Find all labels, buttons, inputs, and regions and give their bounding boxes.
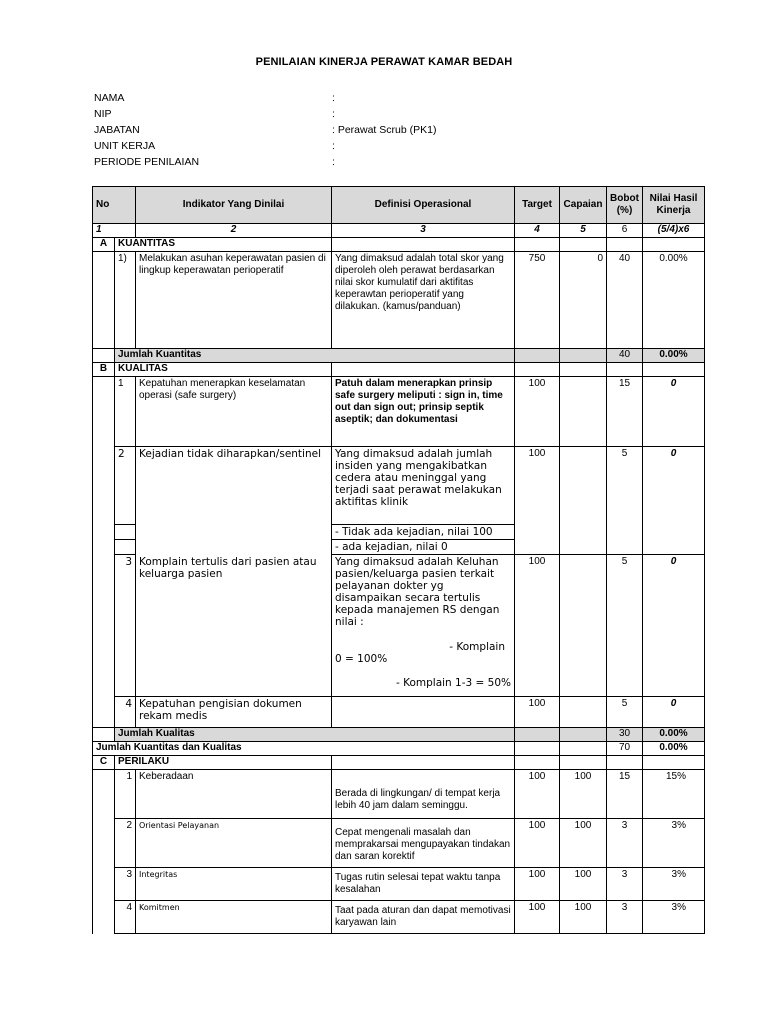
table-row [93,819,705,868]
row-target: 100 [515,770,560,819]
col-num: 1 [93,224,136,238]
row-nilai: 3% [643,901,705,934]
row-nilai: 3% [643,819,705,868]
row-nilai: 0 [643,555,705,697]
row-no: 2 [115,819,136,868]
row-definisi: Tugas rutin selesai tepat waktu tanpa kesalahan [332,868,515,901]
col-num: 6 [607,224,643,238]
row-nilai: 0 [643,377,705,447]
table-row [93,447,705,525]
table-row [93,252,705,349]
info-label: NAMA [94,92,125,104]
section-row-perilaku [93,756,705,770]
row-bobot: 3 [607,819,643,868]
row-nilai: 0 [643,697,705,728]
info-row-nip [94,106,436,122]
row-no: 3 [115,868,136,901]
row-indikator: Kepatuhan pengisian dokumen rekam medis [136,697,332,728]
row-option: - Komplain [449,641,505,653]
row-indikator: Kejadian tidak diharapkan/sentinel [136,447,332,555]
row-no: 4 [115,901,136,934]
table-row [93,770,705,819]
row-nilai: 0.00% [643,252,705,349]
definisi-text: Yang dimaksud adalah Keluhan pasien/keluarga pasien terkait pelayanan dokter yg disampaikan secara tertulis kepada manajemen RS dengan nilai : [335,556,500,628]
row-definisi: Taat pada aturan dan dapat memotivasi karyawan lain [332,901,515,934]
section-name: KUALITAS [115,363,332,377]
row-bobot: 3 [607,868,643,901]
row-indikator: Keberadaan [136,770,332,819]
col-num: (5/4)x6 [643,224,705,238]
col-num: 4 [515,224,560,238]
header-indikator: Indikator Yang Dinilai [136,187,332,224]
row-bobot: 5 [607,555,643,697]
col-num: 5 [560,224,607,238]
header-capaian: Capaian [560,187,607,224]
section-row-kuantitas [93,238,705,252]
subtotal-label: Jumlah Kuantitas [115,349,515,363]
section-row-kualitas [93,363,705,377]
row-indikator: Integritas [136,868,332,901]
total-nilai: 0.00% [643,742,705,756]
row-definisi: Yang dimaksud adalah jumlah insiden yang mengakibatkan cedera atau meninggal yang terjadi saat perawat melakukan aktifitas klinik [332,447,515,525]
table-row [93,697,705,728]
total-label: Jumlah Kuantitas dan Kualitas [93,742,515,756]
total-bobot: 70 [607,742,643,756]
header-nilai: Nilai Hasil Kinerja [643,187,705,224]
row-indikator: Kepatuhan menerapkan keselamatan operasi (safe surgery) [136,377,332,447]
info-value: : [332,108,335,120]
row-indikator: Orientasi Pelayanan [136,819,332,868]
row-nilai: 3% [643,868,705,901]
table-row [93,377,705,447]
subtotal-row-kuantitas [93,349,705,363]
subtotal-nilai: 0.00% [643,728,705,742]
row-target: 100 [515,447,560,555]
info-value: : [332,140,335,152]
row-capaian: 100 [560,770,607,819]
subtotal-bobot: 30 [607,728,643,742]
row-option: - Komplain 1-3 = 50% [395,677,511,689]
header-row [93,187,705,224]
subtotal-label: Jumlah Kualitas [115,728,515,742]
row-no: 4 [115,697,136,728]
row-target: 100 [515,819,560,868]
section-letter: C [93,756,115,770]
section-name: PERILAKU [115,756,332,770]
row-no: 1 [115,377,136,447]
row-bobot: 3 [607,901,643,934]
col-num: 2 [136,224,332,238]
row-bobot: 15 [607,770,643,819]
section-letter: A [93,238,115,252]
row-definisi: Yang dimaksud adalah total skor yang diperoleh oleh perawat berdasarkan nilai skor kumulatif dari aktifitas keperawtan perioperatif yang dilakukan. (kamus/panduan) [332,252,515,349]
row-definisi: Cepat mengenali masalah dan memprakarsai mengupayakan tindakan dan saran korektif [332,819,515,868]
row-nilai: 15% [643,770,705,819]
total-row-kuantitas-kualitas [93,742,705,756]
row-definisi [332,555,515,697]
info-row-unit-kerja [94,138,436,154]
row-target: 100 [515,901,560,934]
row-capaian: 0 [560,252,607,349]
row-no: 3 [115,555,136,697]
row-capaian: 100 [560,901,607,934]
info-label: JABATAN [94,124,140,136]
row-bobot: 5 [607,447,643,555]
row-nilai: 0 [643,447,705,555]
info-value: : [332,92,335,104]
table-row [93,555,705,697]
info-label: NIP [94,108,112,120]
row-no: 2 [115,447,136,525]
section-letter: B [93,363,115,377]
row-definisi: Berada di lingkungan/ di tempat kerja lebih 40 jam dalam seminggu. [332,770,515,819]
page-title: PENILAIAN KINERJA PERAWAT KAMAR BEDAH [255,56,513,68]
info-label: UNIT KERJA [94,140,156,152]
info-label: PERIODE PENILAIAN [94,156,200,168]
row-definisi: Patuh dalam menerapkan prinsip safe surgery meliputi : sign in, time out dan sign out; prinsip septik aseptik; dan dokumentasi [332,377,515,447]
section-name: KUANTITAS [115,238,332,252]
row-no: 1 [115,770,136,819]
subtotal-bobot: 40 [607,349,643,363]
row-capaian: 100 [560,868,607,901]
info-value: : [332,156,335,168]
header-no: No [93,187,136,224]
row-bobot: 40 [607,252,643,349]
info-row-nama [94,90,436,106]
table-row [93,901,705,934]
header-bobot: Bobot (%) [607,187,643,224]
row-bobot: 5 [607,697,643,728]
info-row-periode [94,154,436,170]
row-bobot: 15 [607,377,643,447]
row-target: 100 [515,697,560,728]
col-num: 3 [332,224,515,238]
subtotal-nilai: 0.00% [643,349,705,363]
row-capaian: 100 [560,819,607,868]
info-value: : Perawat Scrub (PK1) [332,124,437,136]
row-option: - ada kejadian, nilai 0 [332,540,515,555]
row-option: 0 = 100% [335,653,388,665]
row-option: - Tidak ada kejadian, nilai 100 [332,525,515,540]
info-row-jabatan [94,122,436,138]
column-numbering-row [93,224,705,238]
row-target: 100 [515,868,560,901]
row-indikator: Melakukan asuhan keperawatan pasien di lingkup keperawatan perioperatif [136,252,332,349]
row-no: 1) [115,252,136,349]
row-indikator: Komplain tertulis dari pasien atau keluarga pasien [136,555,332,697]
employee-info [94,90,436,170]
row-target: 750 [515,252,560,349]
row-indikator: Komitmen [136,901,332,934]
subtotal-row-kualitas [93,728,705,742]
header-definisi: Definisi Operasional [332,187,515,224]
row-target: 100 [515,555,560,697]
assessment-table [92,186,705,934]
table-row [93,868,705,901]
row-target: 100 [515,377,560,447]
header-target: Target [515,187,560,224]
